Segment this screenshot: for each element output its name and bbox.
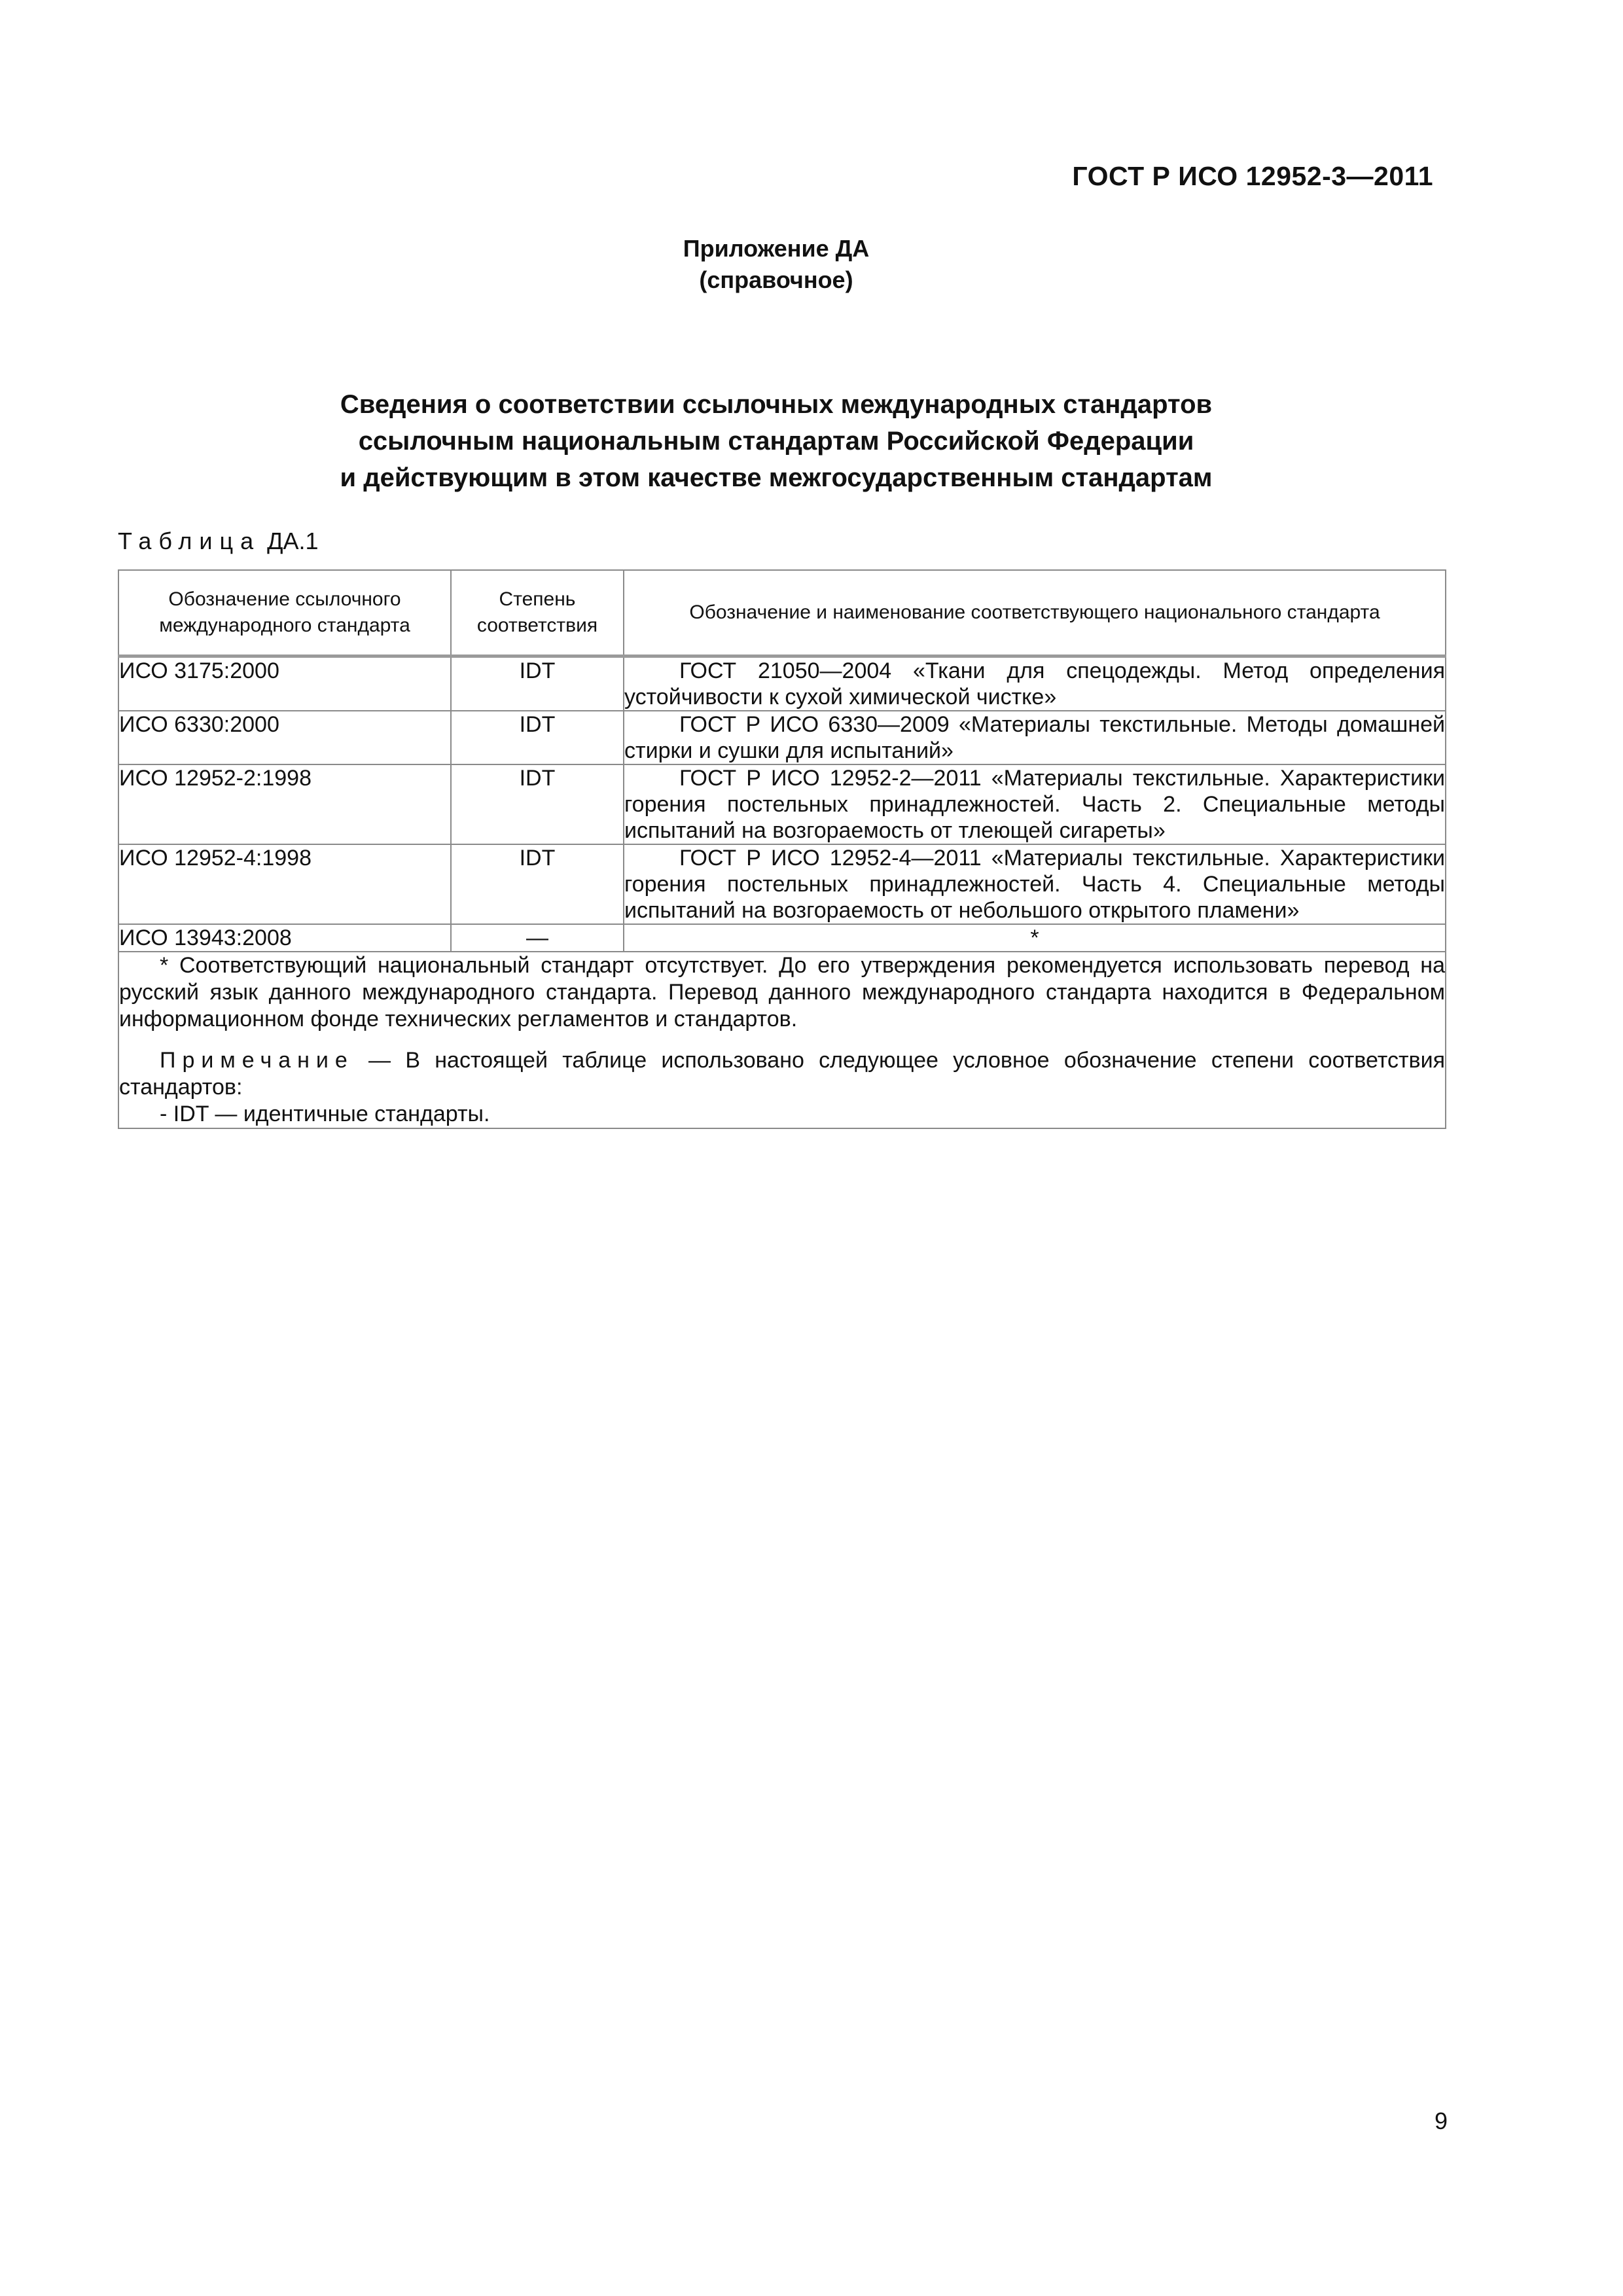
table-row xyxy=(118,764,1446,844)
cell-degree: IDT xyxy=(451,844,624,924)
table-row xyxy=(118,711,1446,764)
cell-national-standard: ГОСТ Р ИСО 12952-2—2011 «Материалы текстильные. Характеристики горения постельных принадлежностей. Часть 2. Специальные методы испытаний на возгораемость от тлеющей сигареты» xyxy=(624,766,1445,843)
header-national-standard: Обозначение и наименование соответствующего национального стандарта xyxy=(624,570,1446,656)
table-label xyxy=(118,528,319,555)
table-row xyxy=(118,656,1446,711)
cell-international-standard: ИСО 3175:2000 xyxy=(118,656,451,711)
cell-national-standard: ГОСТ Р ИСО 6330—2009 «Материалы текстильные. Методы домашней стирки и сушки для испытаний» xyxy=(624,712,1445,763)
table-label-number: ДА.1 xyxy=(260,528,319,554)
appendix-heading xyxy=(0,233,1552,296)
main-title xyxy=(0,386,1552,496)
cell-international-standard: ИСО 13943:2008 xyxy=(118,924,451,952)
appendix-subtitle: (справочное) xyxy=(699,266,853,293)
page-number: 9 xyxy=(1434,2108,1448,2134)
cell-international-standard: ИСО 6330:2000 xyxy=(118,711,451,764)
note-word: Примечание xyxy=(160,1048,354,1073)
cell-degree: IDT xyxy=(451,656,624,711)
cell-international-standard: ИСО 12952-2:1998 xyxy=(118,764,451,844)
table-row xyxy=(118,844,1446,924)
header-international-standard: Обозначение ссылочного международного стандарта xyxy=(118,570,451,656)
table-notes-row xyxy=(118,952,1446,1128)
cell-national-standard: ГОСТ 21050—2004 «Ткани для спецодежды. Метод определения устойчивости к сухой химической чистке» xyxy=(624,656,1446,711)
cell-national-standard: ГОСТ Р ИСО 12952-4—2011 «Материалы текстильные. Характеристики горения постельных принадлежностей. Часть 4. Специальные методы испытаний на возгораемость от небольшого открытого пламени» xyxy=(624,846,1445,923)
cell-degree: — xyxy=(451,924,624,952)
document-code: ГОСТ Р ИСО 12952-3—2011 xyxy=(1072,161,1433,191)
header-degree: Степень соответствия xyxy=(451,570,624,656)
main-title-line-3: и действующим в этом качестве межгосударственным стандартам xyxy=(340,463,1213,492)
table-note xyxy=(119,1047,1445,1101)
table-label-word: Таблица xyxy=(118,528,261,554)
table-header-row xyxy=(118,570,1446,656)
cell-international-standard: ИСО 12952-4:1998 xyxy=(118,844,451,924)
correspondence-table xyxy=(118,569,1446,1129)
main-title-line-1: Сведения о соответствии ссылочных международных стандартов xyxy=(340,390,1213,419)
table-notes xyxy=(118,952,1446,1128)
main-title-line-2: ссылочным национальным стандартам Российской Федерации xyxy=(358,427,1194,456)
appendix-title: Приложение ДА xyxy=(683,235,870,262)
cell-national-standard: * xyxy=(624,924,1446,952)
note-text: — В настоящей таблице использовано следующее условное обозначение степени соответствия стандартов: xyxy=(119,1048,1445,1100)
cell-degree: IDT xyxy=(451,711,624,764)
cell-degree: IDT xyxy=(451,764,624,844)
table-row xyxy=(118,924,1446,952)
table-footnote: * Соответствующий национальный стандарт отсутствует. До его утверждения рекомендуется использовать перевод на русский язык данного международного стандарта. Перевод данного международного стандарта находится в Федеральном информационном фонде технических регламентов и стандартов. xyxy=(119,953,1445,1031)
note-item-idt: - IDT — идентичные стандарты. xyxy=(160,1102,490,1126)
